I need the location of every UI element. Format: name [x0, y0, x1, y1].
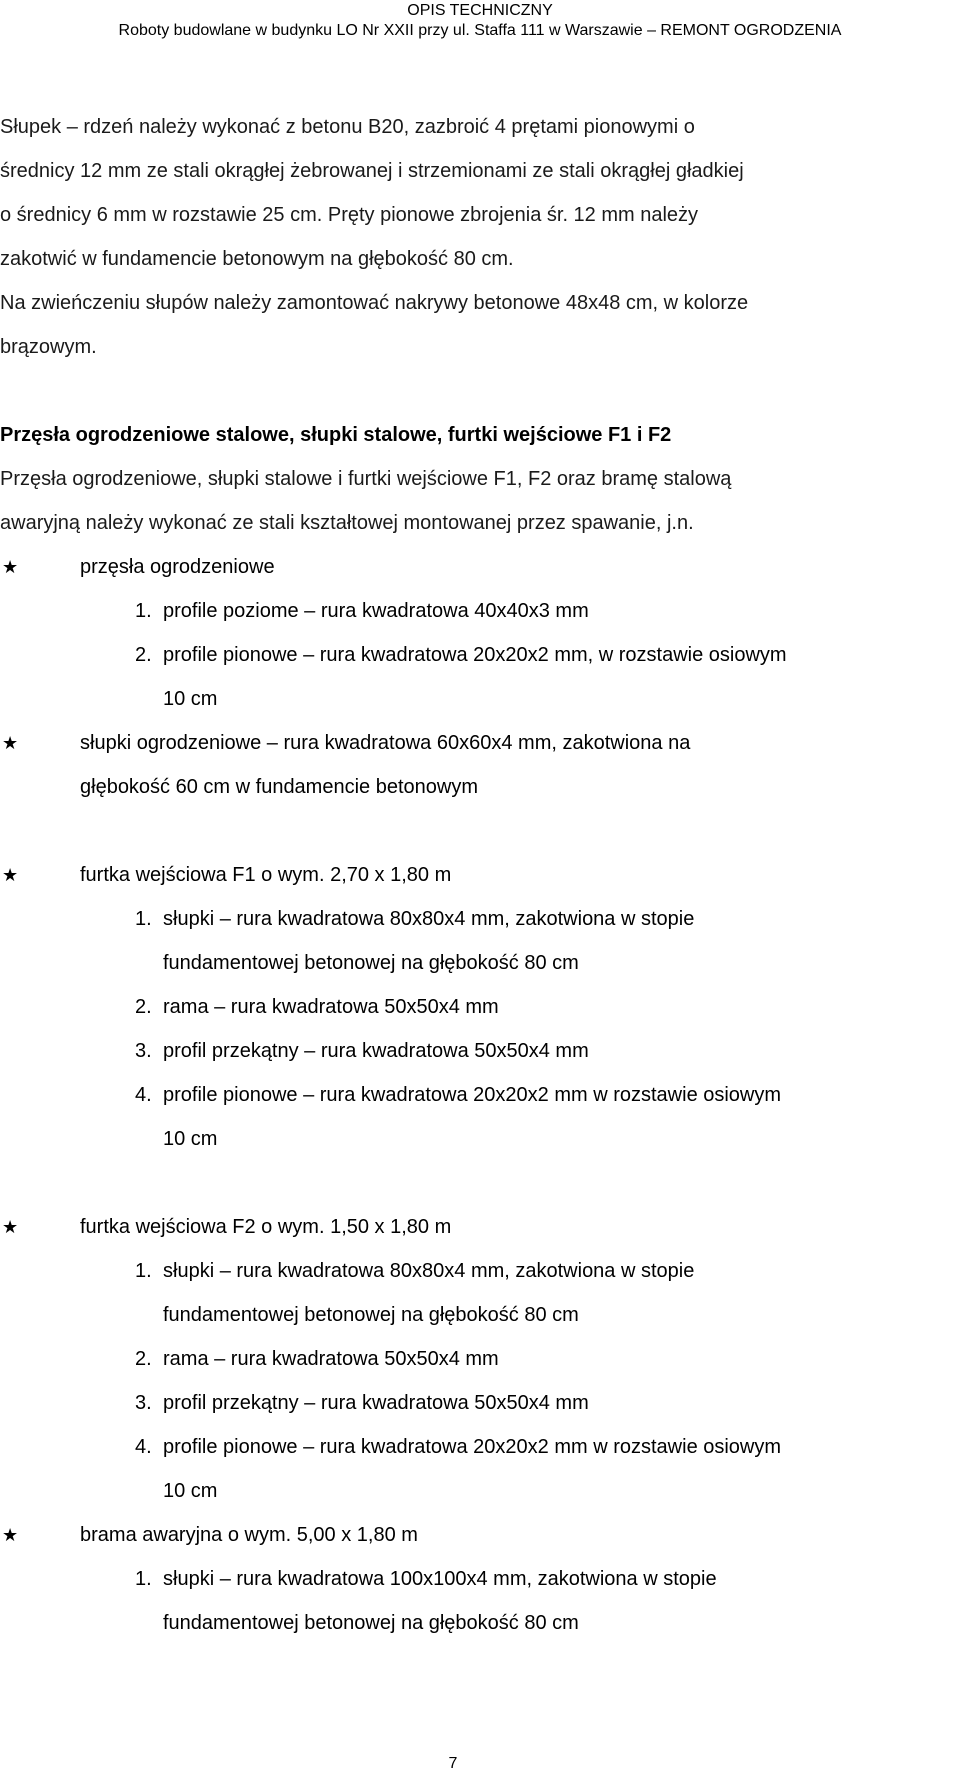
item-number: 2.	[135, 996, 152, 1018]
item-text: 10 cm	[163, 1128, 218, 1150]
bullet-item	[0, 853, 930, 897]
page-number: 7	[448, 1755, 458, 1772]
numbered-item	[0, 1073, 930, 1117]
star-bullet-icon: ★	[2, 865, 19, 885]
item-text: słupki – rura kwadratowa 80x80x4 mm, zakotwiona w stopie	[163, 908, 695, 930]
numbered-item	[0, 1425, 930, 1469]
section-heading: Przęsła ogrodzeniowe stalowe, słupki stalowe, furtki wejściowe F1 i F2	[0, 424, 672, 446]
document-title: OPIS TECHNICZNY	[407, 2, 553, 19]
item-text: fundamentowej betonowej na głębokość 80 cm	[163, 952, 579, 974]
numbered-item-continuation	[0, 1117, 930, 1161]
bullet-title: słupki ogrodzeniowe – rura kwadratowa 60x60x4 mm, zakotwiona na	[80, 732, 691, 754]
intro-paragraph	[0, 105, 930, 369]
numbered-item	[0, 1337, 930, 1381]
item-text: słupki – rura kwadratowa 100x100x4 mm, zakotwiona w stopie	[163, 1568, 717, 1590]
bullet-item	[0, 721, 930, 765]
bullet-title: brama awaryjna o wym. 5,00 x 1,80 m	[80, 1524, 418, 1546]
item-text: profile pionowe – rura kwadratowa 20x20x2 mm w rozstawie osiowym	[163, 1436, 782, 1458]
item-number: 2.	[135, 644, 152, 666]
page-header	[0, 0, 960, 41]
numbered-item-continuation	[0, 1293, 930, 1337]
item-number: 1.	[135, 1568, 152, 1590]
item-text: słupki – rura kwadratowa 80x80x4 mm, zakotwiona w stopie	[163, 1260, 695, 1282]
item-text: rama – rura kwadratowa 50x50x4 mm	[163, 996, 499, 1018]
text-line: zakotwić w fundamencie betonowym na głębokość 80 cm.	[0, 248, 514, 270]
item-number: 1.	[135, 908, 152, 930]
item-text: rama – rura kwadratowa 50x50x4 mm	[163, 1348, 499, 1370]
item-text: profile pionowe – rura kwadratowa 20x20x2 mm, w rozstawie osiowym	[163, 644, 787, 666]
bullet-item	[0, 545, 930, 589]
item-text: fundamentowej betonowej na głębokość 80 cm	[163, 1304, 579, 1326]
numbered-item	[0, 1249, 930, 1293]
numbered-item-continuation	[0, 677, 930, 721]
text-line: Słupek – rdzeń należy wykonać z betonu B20, zazbroić 4 prętami pionowymi o	[0, 116, 695, 138]
star-bullet-icon: ★	[2, 1525, 19, 1545]
spacer	[0, 809, 930, 853]
text-line: Przęsła ogrodzeniowe, słupki stalowe i furtki wejściowe F1, F2 oraz bramę stalową	[0, 468, 732, 490]
text-line: o średnicy 6 mm w rozstawie 25 cm. Pręty pionowe zbrojenia śr. 12 mm należy	[0, 204, 699, 226]
item-number: 2.	[135, 1348, 152, 1370]
bullet-text: głębokość 60 cm w fundamencie betonowym	[80, 776, 478, 798]
bullet-item	[0, 1513, 930, 1557]
text-line: brązowym.	[0, 336, 97, 358]
item-text: profile pionowe – rura kwadratowa 20x20x2 mm w rozstawie osiowym	[163, 1084, 782, 1106]
item-number: 4.	[135, 1084, 152, 1106]
text-line: awaryjną należy wykonać ze stali kształtowej montowanej przez spawanie, j.n.	[0, 512, 694, 534]
item-number: 3.	[135, 1040, 152, 1062]
numbered-item-continuation	[0, 941, 930, 985]
numbered-item	[0, 633, 930, 677]
numbered-item	[0, 1381, 930, 1425]
bullet-title: furtka wejściowa F2 o wym. 1,50 x 1,80 m	[80, 1216, 452, 1238]
numbered-item	[0, 985, 930, 1029]
numbered-item-continuation	[0, 1469, 930, 1513]
item-number: 1.	[135, 600, 152, 622]
document-subtitle: Roboty budowlane w budynku LO Nr XXII przy ul. Staffa 111 w Warszawie – REMONT OGRODZENIA	[118, 22, 842, 39]
numbered-item	[0, 1029, 930, 1073]
numbered-item	[0, 897, 930, 941]
item-text: fundamentowej betonowej na głębokość 80 cm	[163, 1612, 579, 1634]
item-text: profil przekątny – rura kwadratowa 50x50x4 mm	[163, 1392, 589, 1414]
numbered-item-continuation	[0, 1601, 930, 1645]
numbered-item	[0, 589, 930, 633]
spacer	[0, 369, 930, 413]
item-text: profil przekątny – rura kwadratowa 50x50x4 mm	[163, 1040, 589, 1062]
item-number: 4.	[135, 1436, 152, 1458]
text-line: średnicy 12 mm ze stali okrągłej żebrowanej i strzemionami ze stali okrągłej gładkiej	[0, 160, 744, 182]
document-body	[0, 105, 930, 1645]
star-bullet-icon: ★	[2, 557, 19, 577]
numbered-item	[0, 1557, 930, 1601]
bullet-continuation	[0, 765, 930, 809]
bullet-title: przęsła ogrodzeniowe	[80, 556, 275, 578]
item-text: 10 cm	[163, 688, 218, 710]
star-bullet-icon: ★	[2, 1217, 19, 1237]
item-text: profile poziome – rura kwadratowa 40x40x3 mm	[163, 600, 589, 622]
item-number: 3.	[135, 1392, 152, 1414]
item-number: 1.	[135, 1260, 152, 1282]
bullet-item	[0, 1205, 930, 1249]
spacer	[0, 1161, 930, 1205]
bullet-title: furtka wejściowa F1 o wym. 2,70 x 1,80 m	[80, 864, 452, 886]
text-line: Na zwieńczeniu słupów należy zamontować nakrywy betonowe 48x48 cm, w kolorze	[0, 292, 749, 314]
item-text: 10 cm	[163, 1480, 218, 1502]
star-bullet-icon: ★	[2, 733, 19, 753]
